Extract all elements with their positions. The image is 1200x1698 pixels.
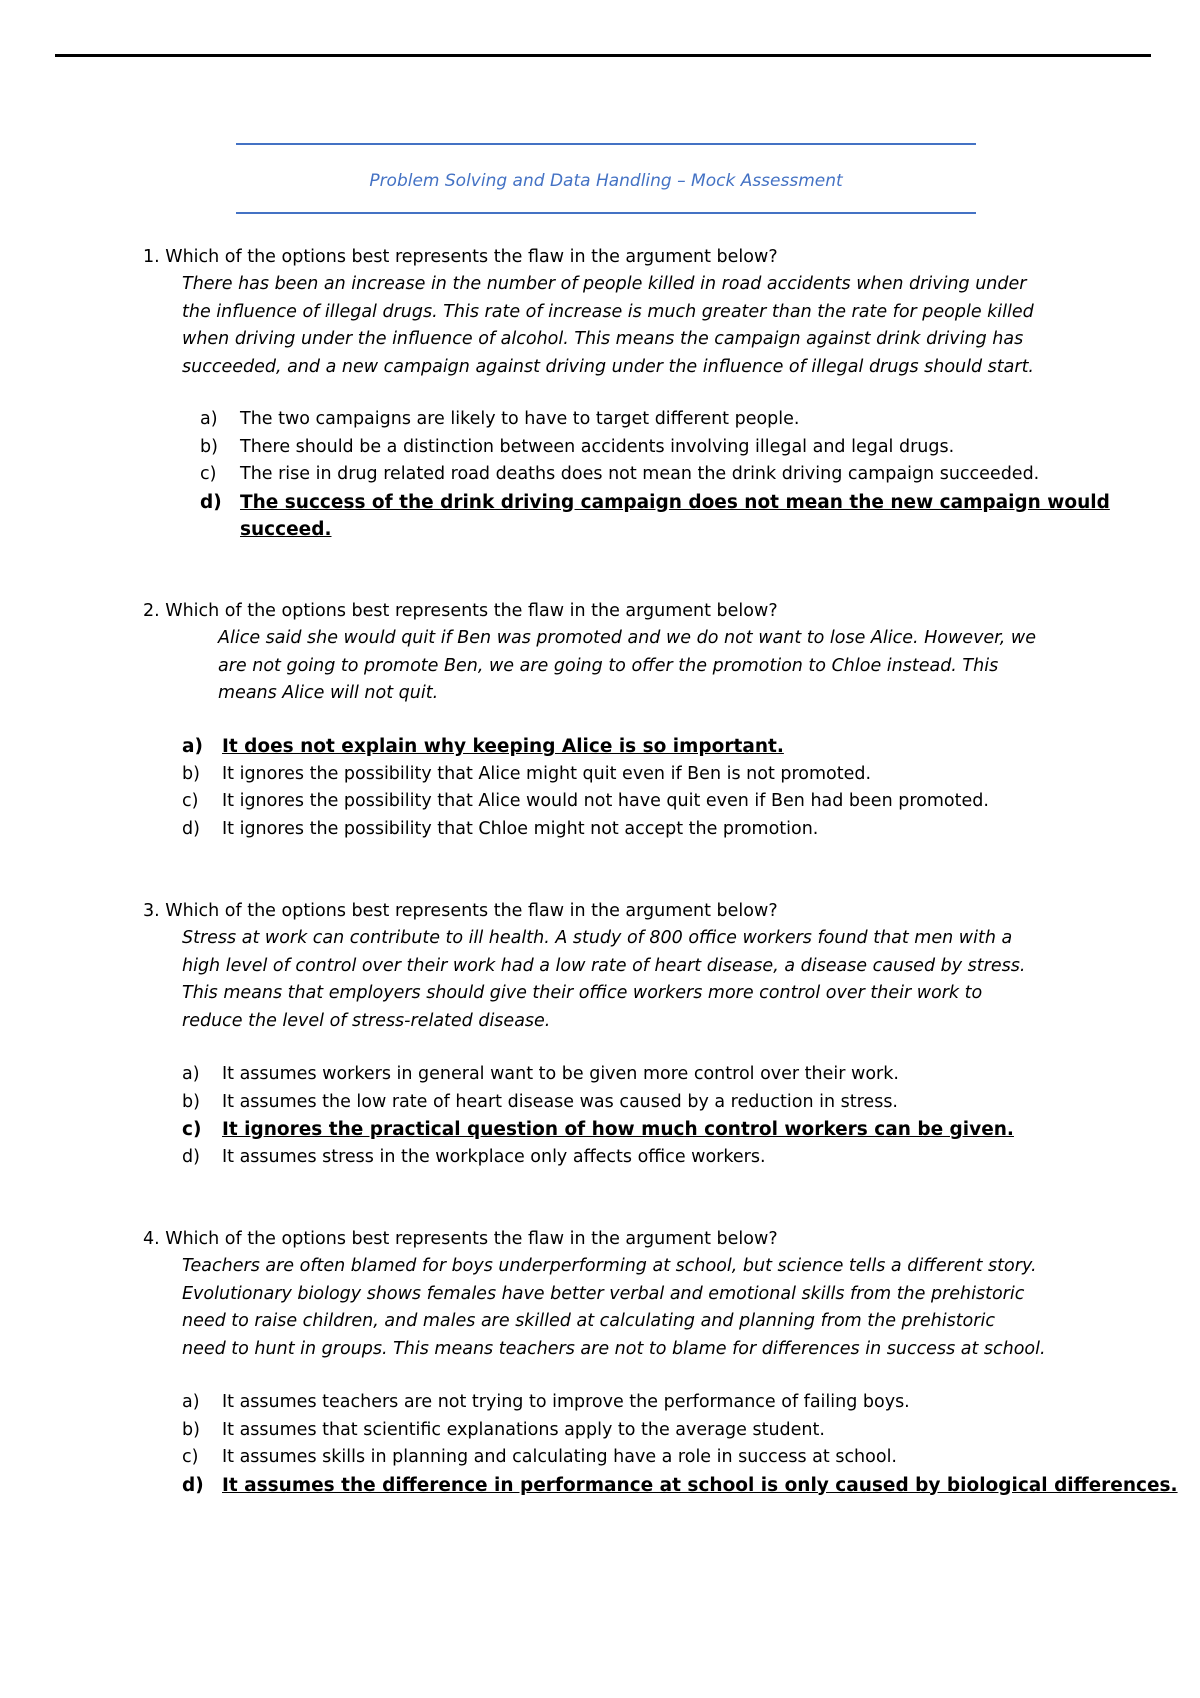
argument-line: need to hunt in groups. This means teachers are not to blame for differences in success at school. (182, 1338, 1046, 1359)
argument-line: Alice said she would quit if Ben was promoted and we do not want to lose Alice. However, we (218, 628, 1036, 648)
option-b: b) It ignores the possibility that Alice might quit even if Ben is not promoted. (182, 763, 872, 784)
option-d-continuation: succeed. (240, 519, 332, 540)
title-top-rule (236, 143, 976, 145)
option-d-correct: d) It assumes the difference in performance at school is only caused by biological differences. (182, 1474, 1178, 1496)
question-2-argument (218, 625, 1036, 708)
argument-line: Teachers are often blamed for boys underperforming at school, but science tells a different story. (182, 1256, 1037, 1276)
question-3-argument (182, 925, 1025, 1035)
option-b: b) There should be a distinction between accidents involving illegal and legal drugs. (200, 436, 955, 457)
question-2-options (182, 733, 989, 843)
option-b: b) It assumes that scientific explanations apply to the average student. (182, 1419, 825, 1440)
argument-line: when driving under the influence of alcohol. This means the campaign against drink driving has (182, 329, 1024, 349)
argument-line: means Alice will not quit. (218, 683, 439, 703)
argument-line: This means that employers should give their office workers more control over their work to (182, 983, 983, 1003)
option-c-correct: c) It ignores the practical question of how much control workers can be given. (182, 1119, 1014, 1140)
argument-line: Stress at work can contribute to ill health. A study of 800 office workers found that men with a (182, 928, 1013, 948)
question-3-options (182, 1061, 1014, 1171)
option-d-correct: d) The success of the drink driving campaign does not mean the new campaign would (200, 491, 1110, 513)
argument-line: succeeded, and a new campaign against driving under the influence of illegal drugs should start. (182, 356, 1034, 377)
question-2-stem: 2. Which of the options best represents the flaw in the argument below? (143, 601, 778, 621)
argument-line: Evolutionary biology shows females have better verbal and emotional skills from the prehistoric (182, 1283, 1025, 1304)
page-top-rule (55, 54, 1151, 57)
question-3-stem: 3. Which of the options best represents the flaw in the argument below? (143, 901, 778, 921)
question-4-argument (182, 1253, 1046, 1363)
argument-line: need to raise children, and males are skilled at calculating and planning from the prehistoric (182, 1311, 995, 1331)
question-1-options (200, 406, 1110, 544)
option-d: d) It assumes stress in the workplace only affects office workers. (182, 1146, 766, 1167)
argument-line: the influence of illegal drugs. This rate of increase is much greater than the rate for people killed (182, 301, 1034, 322)
title-bottom-rule (236, 212, 976, 214)
document-title: Problem Solving and Data Handling – Mock Assessment (369, 171, 843, 191)
question-1-argument (182, 271, 1034, 381)
option-c: c) It ignores the possibility that Alice would not have quit even if Ben had been promoted. (182, 791, 989, 811)
argument-line: reduce the level of stress-related disease. (182, 1010, 551, 1031)
option-b: b) It assumes the low rate of heart disease was caused by a reduction in stress. (182, 1091, 898, 1112)
option-c: c) It assumes skills in planning and calculating have a role in success at school. (182, 1447, 897, 1467)
option-d: d) It ignores the possibility that Chloe might not accept the promotion. (182, 818, 819, 839)
option-c: c) The rise in drug related road deaths does not mean the drink driving campaign succeeded. (200, 464, 1040, 484)
option-a: a) It assumes teachers are not trying to improve the performance of failing boys. (182, 1392, 910, 1412)
option-a: a) The two campaigns are likely to have to target different people. (200, 409, 800, 429)
option-a: a) It assumes workers in general want to be given more control over their work. (182, 1064, 899, 1084)
argument-line: There has been an increase in the number of people killed in road accidents when driving under (182, 274, 1027, 294)
argument-line: high level of control over their work had a low rate of heart disease, a disease caused by stress. (182, 955, 1026, 976)
option-a-correct: a) It does not explain why keeping Alice is so important. (182, 736, 784, 757)
argument-line: are not going to promote Ben, we are going to offer the promotion to Chloe instead. This (218, 655, 999, 676)
question-4-options (182, 1389, 1178, 1499)
question-4-stem: 4. Which of the options best represents the flaw in the argument below? (143, 1229, 778, 1249)
question-1-stem: 1. Which of the options best represents the flaw in the argument below? (143, 247, 778, 267)
